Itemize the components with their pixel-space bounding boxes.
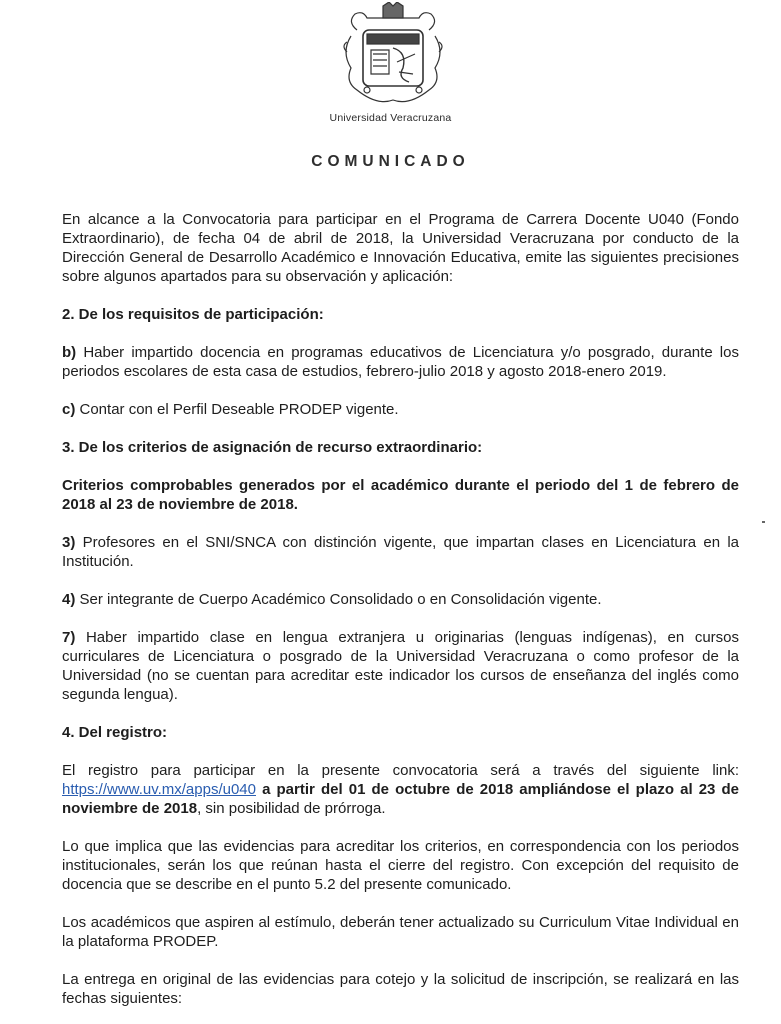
item-text: Haber impartido clase en lengua extranjera u originarias (lenguas indígenas), en cursos curriculares de Licenciatura o posgrado de la Universidad Veracruzana o como profesor de la Universidad (no se cuentan para acreditar este indicador los cursos de enseñanza del inglés como segunda lengua).: [62, 629, 739, 703]
section-2-heading: 2. De los requisitos de participación:: [62, 306, 324, 323]
item-label: c): [62, 401, 76, 418]
item-text: Profesores en el SNI/SNCA con distinción vigente, que impartan clases en Licenciatura en la Institución.: [62, 534, 739, 570]
item-label: 4): [62, 591, 76, 608]
requirement-item-b: [62, 343, 739, 381]
intro-paragraph: En alcance a la Convocatoria para participar en el Programa de Carrera Docente U040 (Fondo Extraordinario), de fecha 04 de abril de 2018, la Universidad Veracruzana por conducto de la Dirección General de Desarrollo Académico e Innovación Educativa, emite las siguientes precisiones sobre algunos apartados para su observación y aplicación:: [62, 211, 739, 285]
registration-text: El registro para participar en la presente convocatoria será a través del siguiente link:: [62, 762, 739, 779]
scan-speck: [762, 521, 765, 523]
university-name: Universidad Veracruzana: [329, 112, 452, 124]
cv-paragraph: Los académicos que aspiren al estímulo, deberán tener actualizado su Curriculum Vitae Individual en la plataforma PRODEP.: [62, 914, 739, 950]
requirement-item-c: [62, 400, 739, 419]
criterion-item-7: [62, 628, 739, 704]
item-text: Haber impartido docencia en programas educativos de Licenciatura y/o posgrado, durante los periodos escolares de esta casa de estudios, febrero-julio 2018 y agosto 2018-enero 2019.: [62, 344, 739, 380]
page-title: COMUNICADO: [311, 153, 470, 170]
item-label: 3): [62, 534, 76, 551]
criterion-item-3: [62, 533, 739, 571]
item-label: b): [62, 344, 77, 361]
section-3-subheading: Criterios comprobables generados por el académico durante el periodo del 1 de febrero de 2018 al 23 de noviembre de 2018.: [62, 477, 739, 513]
document-body: [62, 210, 739, 1008]
item-label: 7): [62, 629, 76, 646]
registration-note: , sin posibilidad de prórroga.: [197, 800, 386, 817]
delivery-paragraph: La entrega en original de las evidencias para cotejo y la solicitud de inscripción, se realizará en las fechas siguientes:: [62, 971, 739, 1007]
section-4-heading: 4. Del registro:: [62, 724, 168, 741]
university-crest-icon: [337, 2, 449, 107]
item-text: Contar con el Perfil Deseable PRODEP vigente.: [75, 401, 399, 418]
item-text: Ser integrante de Cuerpo Académico Consolidado o en Consolidación vigente.: [75, 591, 602, 608]
evidence-paragraph: Lo que implica que las evidencias para acreditar los criterios, en correspondencia con los periodos institucionales, serán los que reúnan hasta el cierre del registro. Con excepción del requisito de docencia que se describe en el punto 5.2 del presente comunicado.: [62, 838, 739, 893]
registration-link[interactable]: https://www.uv.mx/apps/u040: [62, 781, 256, 798]
registration-dates: a partir del 01 de octubre de 2018 ampliándose el plazo al 23 de noviembre de 2018: [62, 781, 739, 817]
criterion-item-4: [62, 590, 739, 609]
registration-paragraph: [62, 761, 739, 818]
section-3-heading: 3. De los criterios de asignación de recurso extraordinario:: [62, 439, 483, 456]
